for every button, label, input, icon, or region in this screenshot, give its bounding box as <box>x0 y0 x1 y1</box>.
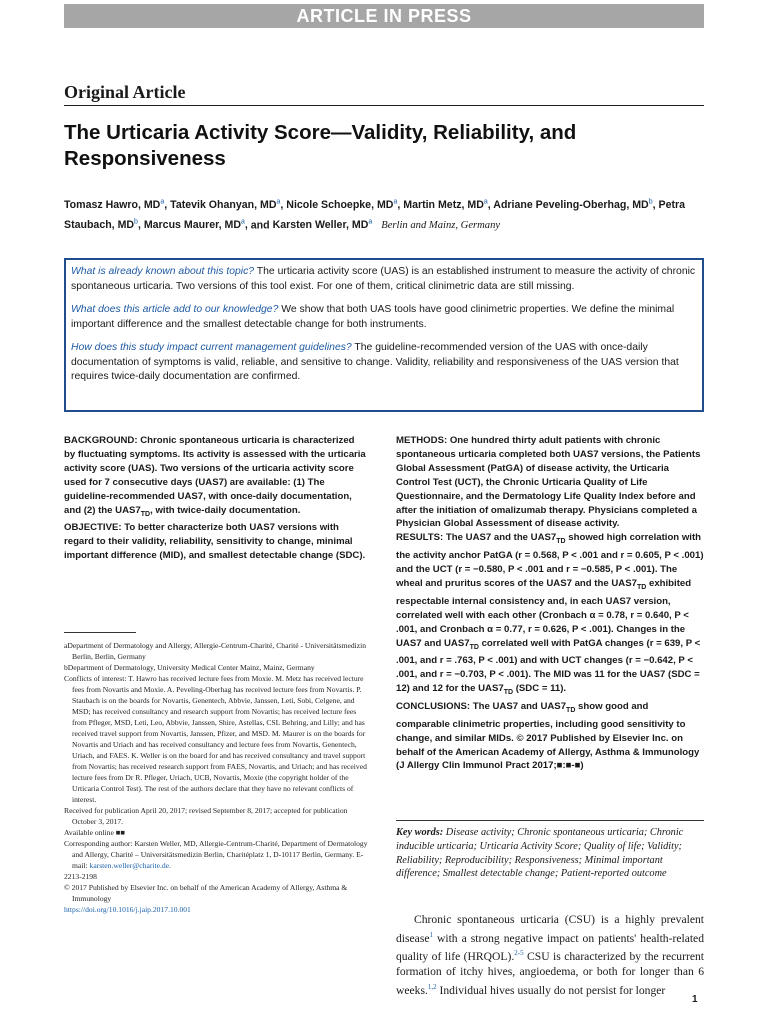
abstract-right-column <box>396 434 704 773</box>
author: Tatevik Ohanyan, $MD^a$, <box>170 198 287 211</box>
footnote-copyright: © 2017 Published by Elsevier Inc. on behalf of the American Academy of Allergy, Asthma & Immunology <box>64 883 348 903</box>
author-list <box>64 193 704 234</box>
highlight-answer: The guideline-recommended version of the UAS with once-daily documentation of symptoms is valid, reliable, and sensitive to change. Validity, reliability and responsiveness of the UAS version that requires twice-daily documentation are confirmed. <box>71 342 679 382</box>
article-in-press-banner: ARTICLE IN PRESS <box>64 4 704 28</box>
author: Martin Metz, $MD^a$, <box>403 198 494 211</box>
footnote-conflicts: Conflicts of interest: T. Hawro has received lecture fees from Moxie. M. Metz has received lecture fees from Novartis and Moxie. A. Peveling-Oberhag has received lecture fees from Novartis. P. Staubach is on the boards for Novartis, Genentech, Abbvie, Janssen, Leti, Sobi, Celgene, and MSD; has received consultancy and research support from Novartis; has received lecture fees from Pfleger, MSD, Leti, Leo, Abbvie, Janssen, Shire, Astellas, CSL Behring, and Lilly; and has received travel support from Novartis, Janssen, Pfizer, and MSD. M. Maurer is on the boards for Novartis and Uriach and has received consultancy and lecture fees from Novartis, Genentech, Uriach, and FAES. K. Weller is on the board for and has received consultancy and travel support from Novartis; has received research support from FAES, Novartis, and Uriach; and has received lecture fees from Dr R. Pfleger, Uriach, UCB, Novartis, Moxie (the copyright holder of the Urticaria Control Test). The rest of the authors declare that they have no relevant conflicts of interest. <box>64 674 367 804</box>
abstract-objective: OBJECTIVE: To better characterize both UAS7 versions with regard to their validity, reliability, sensitivity to change, minimal important difference (MID), and smallest detectable change (SDC). <box>64 522 366 562</box>
footnote-affiliation-b: bDepartment of Dermatology, University Medical Center Mainz, Mainz, Germany <box>64 663 315 672</box>
footnote-doi <box>64 904 368 915</box>
footnote-rule <box>64 632 136 633</box>
highlight-answer: The urticaria activity score (UAS) is an established instrument to measure the activity of chronic spontaneous urticaria. Two versions of this tool exist. For one of them, critical clinimetric data are still missing. <box>71 266 696 292</box>
abstract-background: BACKGROUND: Chronic spontaneous urticaria is characterized by fluctuating symptoms. Its activity is assessed with the urticaria activity score (UAS). Two versions of the urticaria activity score used for 7 consecutive days (UAS7) are available: (1) The guideline-recommended UAS7, with once-daily documentation, and (2) the $UAS7_{TD}$, with twice-daily documentation. <box>64 435 366 518</box>
author-location: Berlin and Mainz, Germany <box>381 220 501 232</box>
footnotes <box>64 640 368 915</box>
highlight-question: What does this article add to our knowledge? <box>71 304 279 315</box>
keywords-list: Disease activity; Chronic spontaneous urticaria; Chronic inducible urticaria; Urticaria Activity Score; Quality of life; Validity; Reliability; Reproducibility; Responsiveness; Minimal important difference; Smallest detectable change; Patient-reported outcome <box>396 827 684 880</box>
author: Petra Staubach, $MD^b$, <box>64 198 686 232</box>
keywords <box>396 826 704 881</box>
abstract-methods: METHODS: One hundred thirty adult patients with chronic spontaneous urticaria completed both UAS7 versions, the Patients Global Assessment (PatGA) of disease activity, the Urticaria Control Test (UCT), the Chronic Urticaria Quality of Life Questionnaire, and the Dermatology Life Quality Index before and after the initiation of omalizumab therapy. Physicians completed a Physician Global Assessment of disease activity. <box>396 435 701 530</box>
keywords-rule <box>396 820 704 821</box>
intro-paragraph: Chronic spontaneous urticaria (CSU) is a highly prevalent disease$^1$ with a strong negative impact on patients' health-related quality of life (HRQOL).$^{2-5}$ CSU is characterized by the recurrent formation of itchy hives, angioedema, or both for longer than 6 weeks.$^{1,2}$ Individual hives usually do not persist for longer <box>396 913 704 997</box>
highlight-answer: We show that both UAS tools have good clinimetric properties. We define the minimal important difference and the smallest detectable change for both instruments. <box>71 304 675 330</box>
author: Tomasz Hawro, $MD^a$, <box>64 198 171 211</box>
author: Nicole Schoepke, $MD^a$, <box>286 198 404 211</box>
abstract-results: RESULTS: The UAS7 and the $UAS7_{TD}$ showed high correlation with the activity anchor PatGA (r = 0.568, P < .001 and r = 0.605, P < .001) and the UCT (r = −0.580, P < .001 and r = −0.585, P < .001). The wheal and pruritus scores of the UAS7 and the $UAS7_{TD}$ exhibited respectable internal consistency and, in each UAS7 version, correlated well with each other (Cronbach α = 0.78, r = 0.640, P < .001, and Cronbach α = 0.77, r = 0.626, P < .001). Changes in the UAS7 and $UAS7_{TD}$ correlated well with PatGA changes (r = 639, P < .001, and r = .763, P < .001) and with UCT changes (r = −0.642, P < .001, and r = −0.703, P < .001). The MID was 11 for the UAS7 (SDC = 12) and 12 for the $UAS7_{TD}$ (SDC = 11). <box>396 532 704 697</box>
section-label: Original Article <box>64 82 186 102</box>
section-rule <box>64 105 704 106</box>
abstract-conclusions: CONCLUSIONS: The UAS7 and $UAS7_{TD}$ show good and comparable clinimetric properties, including good sensitivity to change, and similar MIDs. © 2017 Published by Elsevier Inc. on behalf of the American Academy of Allergy, Asthma & Immunology (J Allergy Clin Immunol Pract 2017;■:■-■) <box>396 700 700 772</box>
footnote-received: Received for publication April 20, 2017; revised September 8, 2017; accepted for publication October 3, 2017. <box>64 806 348 826</box>
citation[interactable]: 1,2 <box>427 982 437 991</box>
highlight-item <box>71 265 697 294</box>
clinical-implications-box <box>64 258 704 412</box>
author: Karsten Weller, $MD^a$ <box>272 218 373 232</box>
footnote-corresponding: Corresponding author: Karsten Weller, MD, Allergie-Centrum-Charité, Department of Dermatology and Allergy, Charité – Universitätsmedizin Berlin, Charitéplatz 1, D-10117 Berlin, Germany. E-mail: karsten.weller@charite.de. <box>64 839 368 870</box>
author: Marcus Maurer, $MD^a$, <box>143 218 251 232</box>
email-link[interactable]: karsten.weller@charite.de. <box>89 861 171 870</box>
footnote-issn: 2213-2198 <box>64 872 97 881</box>
abstract-left-column <box>64 434 366 563</box>
footnote-affiliation-a: aDepartment of Dermatology and Allergy, Allergie-Centrum-Charité, Charité - Universitätsmedizin Berlin, Berlin, Germany <box>64 641 367 661</box>
article-title: The Urticaria Activity Score—Validity, Reliability, and Responsiveness <box>64 121 577 170</box>
keywords-label: Key words: <box>396 827 444 838</box>
author: Adriane Peveling-Oberhag, $MD^b$, <box>493 198 656 211</box>
highlight-question: How does this study impact current management guidelines? <box>71 342 352 353</box>
highlight-question: What is already known about this topic? <box>71 266 255 277</box>
author-conjunction: and <box>250 219 270 232</box>
doi-link[interactable]: https://doi.org/10.1016/j.jaip.2017.10.001 <box>64 905 191 914</box>
citation[interactable]: 1 <box>429 930 433 939</box>
citation[interactable]: 2-5 <box>514 948 524 957</box>
page-number: 1 <box>692 994 698 1005</box>
footnote-available: Available online ■■ <box>64 828 125 837</box>
highlight-item <box>71 303 697 332</box>
highlight-item <box>71 341 697 385</box>
